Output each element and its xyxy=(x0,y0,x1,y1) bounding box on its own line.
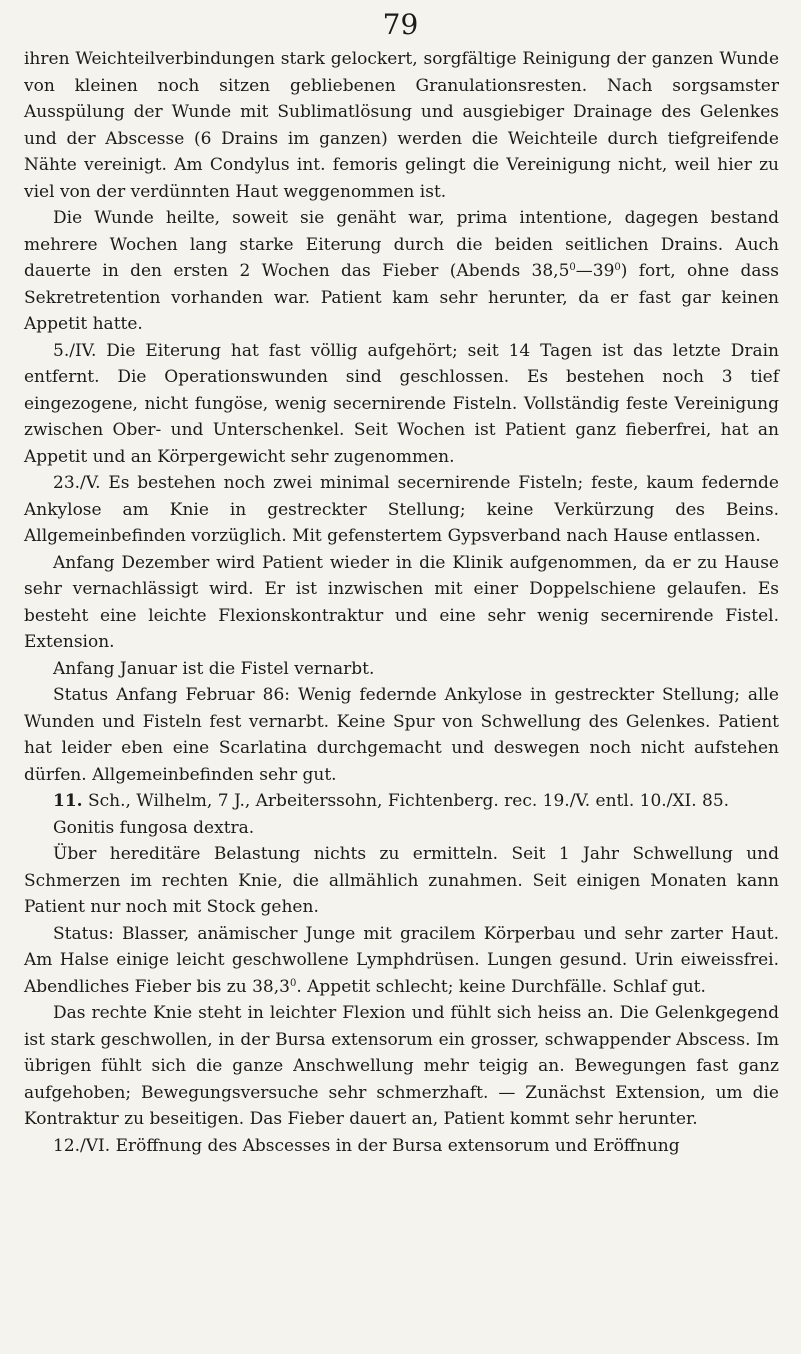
text-run: Anfang Januar ist die Fistel vernarbt. xyxy=(53,658,375,679)
body-text xyxy=(24,46,779,1159)
text-run: Gonitis fungosa dextra. xyxy=(53,817,255,838)
paragraph-p7 xyxy=(24,682,779,788)
case-number: 11. xyxy=(53,791,83,811)
paragraph-p12 xyxy=(24,1000,779,1133)
degree-superscript: 0 xyxy=(614,262,621,273)
text-run: ) fort, ohne dass Sekretretention vorhanden war. Patient kam sehr herunter, da er fast gar keinen Appetit hatte. xyxy=(24,261,779,334)
paragraph-p9 xyxy=(24,815,779,842)
text-run: —39 xyxy=(575,261,615,281)
paragraph-p3 xyxy=(24,338,779,471)
text-run: Status: Blasser, anämischer Junge mit gracilem Körperbau und sehr zarter Haut. Am Halse einige leicht geschwollene Lymphdrüsen. Lungen gesund. Urin eiweissfrei. Abendliches Fieber bis zu 38,3 xyxy=(24,923,779,997)
page-number: 79 xyxy=(382,8,419,41)
text-run: Status Anfang Februar 86: Wenig federnde Ankylose in gestreckter Stellung; alle Wunden und Fisteln fest vernarbt. Keine Spur von Schwellung des Gelenkes. Patient hat leider eben eine Scarlatina durchgemacht und deswegen noch nicht aufstehen dürfen. Allgemeinbefinden sehr gut. xyxy=(24,685,779,785)
text-run: Das rechte Knie steht in leichter Flexion und fühlt sich heiss an. Die Gelenkgegend ist stark geschwollen, in der Bursa extensorum ein grosser, schwappender Abscess. Im übrigen fühlt sich die ganze Anschwellung mehr teigig an. Bewegungen fast ganz aufgehoben; Bewegungsversuche sehr schmerzhaft. — Zunächst Extension, um die Kontraktur zu beseitigen. Das Fieber dauert an, Patient kommt sehr herunter. xyxy=(24,1003,779,1129)
text-run: 5./IV. Die Eiterung hat fast völlig aufgehört; seit 14 Tagen ist das letzte Drain entfernt. Die Operationswunden sind geschlossen. Es bestehen noch 3 tief eingezogene, nicht fungöse, wenig secernirende Fisteln. Vollständig feste Vereinigung zwischen Ober- und Unterschenkel. Seit Wochen ist Patient ganz fieberfrei, hat an Appetit und an Körpergewicht sehr zugenommen. xyxy=(24,340,779,467)
text-run: Sch., Wilhelm, 7 J., Arbeiterssohn, Fichtenberg. rec. 19./V. entl. 10./XI. 85. xyxy=(82,791,730,811)
text-run: ihren Weichteilverbindungen stark gelockert, sorgfältige Reinigung der ganzen Wunde von kleinen noch sitzen gebliebenen Granulationsresten. Nach sorgsamster Ausspülung der Wunde mit Sublimatlösung und ausgiebiger Drainage des Gelenkes und der Abscesse (6 Drains im ganzen) werden die Weichteile durch tiefgreifende Nähte vereinigt. Am Condylus int. femoris gelingt die Vereinigung nicht, weil hier zu viel von der verdünnten Haut weggenommen ist. xyxy=(24,49,779,202)
paragraph-p4 xyxy=(24,470,779,550)
paragraph-p6 xyxy=(24,656,779,683)
degree-superscript: 0 xyxy=(289,977,297,989)
text-run: . Appetit schlecht; keine Durchfälle. Schlaf gut. xyxy=(296,976,706,997)
text-run: Die Wunde heilte, soweit sie genäht war, prima intentione, dagegen bestand mehrere Wochen lang starke Eiterung durch die beiden seitlichen Drains. Auch dauerte in den ersten 2 Wochen das Fieber (Abends 38,5 xyxy=(24,208,779,281)
paragraph-p2 xyxy=(24,205,779,338)
paragraph-p13 xyxy=(24,1133,779,1160)
text-run: 23./V. Es bestehen noch zwei minimal secernirende Fisteln; feste, kaum federnde Ankylose am Knie in gestreckter Stellung; keine Verkürzung des Beins. Allgemeinbefinden vorzüglich. Mit gefenstertem Gypsverband nach Hause entlassen. xyxy=(24,473,779,546)
paragraph-p5 xyxy=(24,550,779,656)
text-run: Anfang Dezember wird Patient wieder in die Klinik aufgenommen, da er zu Hause sehr vernachlässigt wird. Er ist inzwischen mit einer Doppelschiene gelaufen. Es besteht eine leichte Flexionskontraktur und eine sehr wenig secernirende Fistel. Extension. xyxy=(24,552,779,652)
paragraph-p10 xyxy=(24,841,779,921)
text-run: 12./VI. Eröffnung des Abscesses in der Bursa extensorum und Eröffnung xyxy=(53,1135,680,1156)
paragraph-p1 xyxy=(24,46,779,205)
text-run: Über hereditäre Belastung nichts zu ermitteln. Seit 1 Jahr Schwellung und Schmerzen im rechten Knie, die allmählich zunahmen. Seit einigen Monaten kann Patient nur noch mit Stock gehen. xyxy=(24,844,779,917)
paragraph-p8 xyxy=(24,788,779,815)
paragraph-p11 xyxy=(24,921,779,1001)
degree-superscript: 0 xyxy=(569,262,576,273)
